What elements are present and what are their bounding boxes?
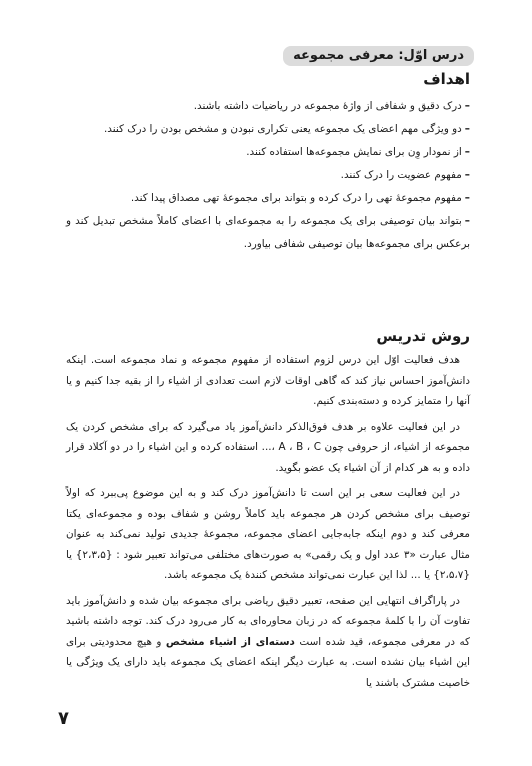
- teaching-method-body: [66, 350, 470, 698]
- goal-text: از نمودار وِن برای نمایش مجموعه‌ها استفاده کنند.: [246, 146, 462, 158]
- method-paragraph-4: [66, 591, 470, 694]
- goal-text: بتواند بیان توصیفی برای یک مجموعه را به مجموعه‌ای با اعضای کاملاً مشخص تبدیل کند و برعکس برای مجموعه‌ها بیان توصیفی شفافی بیاورد.: [66, 215, 470, 250]
- method-paragraph-2: در این فعالیت علاوه بر هدف فوق‌الذکر دانش‌آموز یاد می‌گیرد که برای مشخص کردن یک مجموعه از اشیاء، از حروفی چون A ، B ، C ،... استفاده کرده و این اشیاء را در دو آکلاد قرار داده و به هر کدام از آن اشیاء یک عضو بگوید.: [66, 420, 471, 474]
- method-p4-emphasis: دسته‌ای از اشیاء مشخص: [165, 635, 295, 648]
- page-number: ۷: [58, 708, 69, 729]
- method-paragraph-1: هدف فعالیت اوّل این درس لزوم استفاده از مفهوم مجموعه و نماد مجموعه است. اینکه دانش‌آموز احساس نیاز کند که گاهی اوقات لازم است تعدادی از اشیاء را از بقیه جدا کنیم و یا آنها را متمایز کرده و دسته‌بندی کنیم.: [66, 354, 470, 407]
- lesson-title-tag: درس اوّل: معرفی مجموعه: [283, 46, 474, 66]
- dash-bullet: –: [464, 169, 470, 181]
- method-p4-end: و هیچ محدودیتی برای این اشیاء بیان نشده است. به عبارت دیگر اینکه اعضای یک مجموعه باید دارای یک ویژگی یا خاصیت مشترک باشند یا: [66, 635, 470, 689]
- goal-item: [66, 141, 470, 164]
- goal-item: [66, 187, 470, 210]
- dash-bullet: –: [464, 123, 470, 135]
- method-paragraph-3: در این فعالیت سعی بر این است تا دانش‌آموز درک کند و به این موضوع پی‌ببرد که اولاً توصیف برای مشخص کردن هر مجموعه باید کاملاً روشن و شفاف بوده و مجموعه‌ای یکتا معرفی کند و دوم اینکه جابه‌جایی اعضای مجموعه، مجموعهٔ جدیدی تولید نمی‌کند به عنوان مثال عبارت «۳ عدد اول و یک رقمی» به صورت‌های مختلفی می‌تواند تعبیر شود : {۲،۳،۵} یا {۲،۵،۷} یا ... لذا این عبارت نمی‌تواند مشخص کنندهٔ یک مجموعه باشد.: [66, 487, 470, 581]
- dash-bullet: –: [464, 215, 470, 227]
- goal-item: [66, 164, 470, 187]
- goal-item: [66, 95, 470, 118]
- goals-list: [66, 95, 470, 256]
- dash-bullet: –: [464, 100, 470, 112]
- goal-item: [66, 210, 470, 256]
- method-p4-start: در پاراگراف انتهایی این صفحه، تعبیر دقیق ریاضی برای مجموعه بیان شده و دانش‌آموز باید تفاوت آن را با کلمهٔ مجموعه که در زبان محاوره‌ای به کار می‌رود درک کند. توجه داشته باشید که در معرفی مجموعه، قید شده است: [66, 594, 471, 648]
- dash-bullet: –: [464, 192, 470, 204]
- goal-text: دو ویژگی مهم اعضای یک مجموعه یعنی تکراری نبودن و مشخص بودن را درک کنند.: [103, 123, 462, 135]
- dash-bullet: –: [464, 146, 470, 158]
- goal-text: مفهوم مجموعهٔ تهی را درک کرده و بتواند برای مجموعهٔ تهی مصداق پیدا کند.: [130, 192, 462, 204]
- goal-text: مفهوم عضویت را درک کنند.: [340, 169, 462, 181]
- goal-text: درک دقیق و شفافی از واژهٔ مجموعه در ریاضیات داشته باشند.: [193, 100, 462, 112]
- teaching-method-heading: روش تدریس: [376, 327, 470, 345]
- goal-item: [66, 118, 470, 141]
- goals-heading: اهداف: [423, 70, 470, 88]
